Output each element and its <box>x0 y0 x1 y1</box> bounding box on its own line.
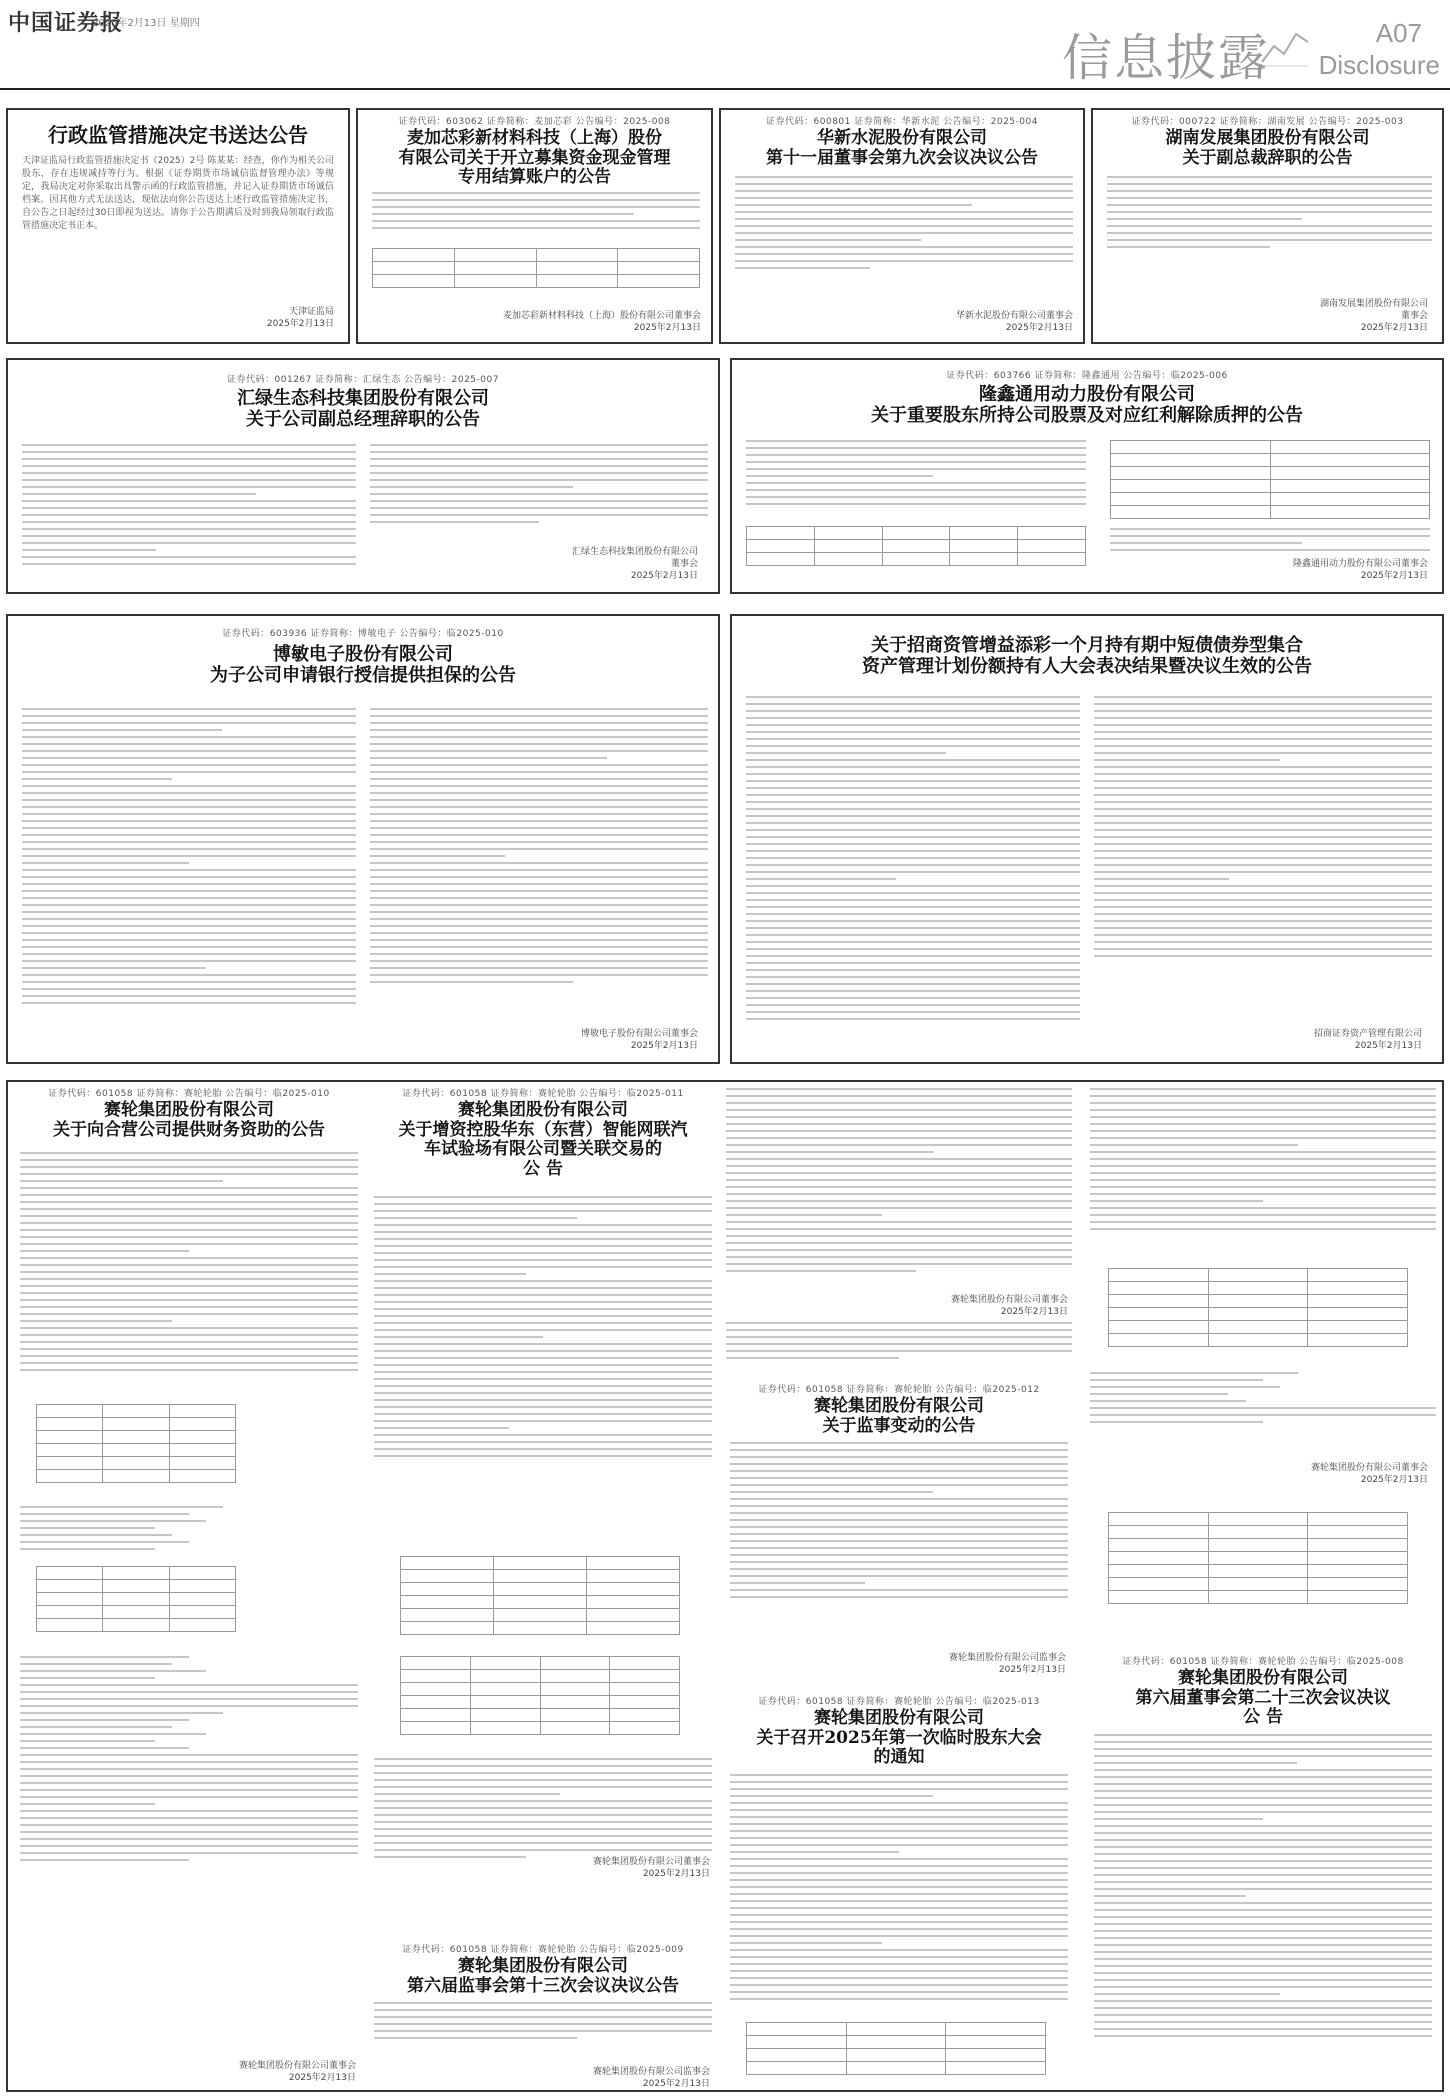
notice-title: 汇绿生态科技集团股份有限公司 关于公司副总经理辞职的公告 <box>237 388 489 430</box>
section-title: 信息披露 <box>1062 29 1270 87</box>
chart-line-icon <box>1260 28 1310 68</box>
continuation-column-3b <box>726 1322 1072 1364</box>
notice-sailun-capital-increase <box>370 1086 716 1886</box>
notice-body <box>730 1774 1068 2005</box>
stock-code-line: 证券代码：601058 证券简称：赛轮轮胎 公告编号：临2025-013 <box>758 1697 1040 1707</box>
stock-code-line: 证券代码：601058 证券简称：赛轮轮胎 公告编号：临2025-008 <box>1122 1657 1404 1667</box>
notice-body-column-2 <box>370 708 708 988</box>
notice-body <box>20 1152 358 1376</box>
notice-title: 隆鑫通用动力股份有限公司 关于重要股东所持公司股票及对应红利解除质押的公告 <box>871 384 1303 426</box>
notice-signature: 汇绿生态科技集团股份有限公司 董事会 2025年2月13日 <box>571 547 698 581</box>
notice-body-cont <box>20 1506 358 1555</box>
notice-sailun-supervisor-change <box>726 1382 1072 1682</box>
notice-sailun-supervisory-board <box>370 1942 716 2090</box>
notice-longxin <box>730 358 1444 594</box>
notice-sailun-financial-aid <box>16 1086 362 2086</box>
notice-signature: 博敏电子股份有限公司董事会 2025年2月13日 <box>580 1029 698 1051</box>
notice-title: 湖南发展集团股份有限公司 关于副总裁辞职的公告 <box>1165 128 1370 168</box>
notice-body <box>1094 1734 1432 2042</box>
notice-sailun-shareholders-meeting <box>726 1694 1072 2090</box>
stock-code-line: 证券代码：000722 证券简称：湖南发展 公告编号：2025-003 <box>1131 117 1404 127</box>
notice-signature: 赛轮集团股份有限公司董事会 2025年2月13日 <box>238 2061 356 2083</box>
notice-title: 赛轮集团股份有限公司 第六届董事会第二十三次会议决议 公 告 <box>1135 1668 1391 1728</box>
notice-title: 华新水泥股份有限公司 第十一届董事会第九次会议决议公告 <box>766 128 1038 168</box>
stock-code-line: 证券代码：603936 证券简称：博敏电子 公告编号：临2025-010 <box>222 629 504 639</box>
page-number: A07 <box>1375 18 1422 48</box>
continuation-column-3 <box>726 1088 1072 1277</box>
pledge-table-2 <box>1110 440 1430 519</box>
issue-date: 2025年2月13日 星期四 <box>92 18 200 29</box>
pledge-table-1 <box>746 526 1086 566</box>
finance-table-2 <box>36 1566 236 1632</box>
notice-sailun-board-resolution <box>1090 1654 1436 2090</box>
continuation-signature-2: 赛轮集团股份有限公司董事会 2025年2月13日 <box>1310 1463 1428 1485</box>
sailun-notices-block <box>6 1080 1444 2092</box>
account-table <box>372 248 700 288</box>
notice-body <box>1107 176 1432 253</box>
notice-signature: 赛轮集团股份有限公司监事会 2025年2月13日 <box>948 1653 1066 1675</box>
notice-body-cont-2 <box>20 1656 358 1866</box>
continuation-signature: 赛轮集团股份有限公司董事会 2025年2月13日 <box>950 1295 1068 1317</box>
notice-title: 赛轮集团股份有限公司 关于向合营公司提供财务资助的公告 <box>53 1100 325 1140</box>
notice-body <box>730 1442 1068 1603</box>
notice-title: 赛轮集团股份有限公司 关于召开2025年第一次临时股东大会 的通知 <box>756 1708 1042 1768</box>
continuation-table-2 <box>1108 1512 1408 1604</box>
notice-body <box>374 1196 712 1462</box>
notice-body: 天津证监局行政监管措施决定书（2025）2号 陈某某：经查，你作为相关公司股东，存在违规减持等行为。根据《证券期货市场诚信监督管理办法》等规定，我局决定对你采取出具警示函的行政监管措施，并记入证券期货市场诚信档案。因其他方式无法送达，现依法向你公告送达上述行政监管措施决定书，自公告之日起经过30日即视为送达。请你于公告期满后及时到我局领取行政监管措施决定书正本。 <box>22 156 334 231</box>
notice-body-column-2 <box>1110 528 1430 556</box>
notice-regulatory-measures <box>6 108 350 344</box>
notice-title: 博敏电子股份有限公司 为子公司申请银行授信提供担保的公告 <box>210 644 516 686</box>
notice-body-column-1 <box>746 696 1080 1025</box>
stock-code-line: 证券代码：601058 证券简称：赛轮轮胎 公告编号：临2025-009 <box>402 1945 684 1955</box>
finance-table-1 <box>36 1404 236 1483</box>
notice-signature: 隆鑫通用动力股份有限公司董事会 2025年2月13日 <box>1292 559 1428 581</box>
stock-code-line: 证券代码：603062 证券简称：麦加芯彩 公告编号：2025-008 <box>398 117 671 127</box>
continuation-column-4b <box>1090 1372 1436 1428</box>
notice-body-column-1 <box>22 444 356 570</box>
notice-signature: 华新水泥股份有限公司董事会 2025年2月13日 <box>955 311 1073 333</box>
notice-signature: 赛轮集团股份有限公司董事会 2025年2月13日 <box>592 1857 710 1879</box>
notice-bomin <box>6 614 720 1064</box>
stock-code-line: 证券代码：001267 证券简称：汇绿生态 公告编号：2025-007 <box>227 375 499 385</box>
notice-title: 赛轮集团股份有限公司 关于监事变动的公告 <box>814 1396 984 1436</box>
notice-signature: 招商证券资产管理有限公司 2025年2月13日 <box>1313 1029 1422 1051</box>
notice-signature: 赛轮集团股份有限公司监事会 2025年2月13日 <box>592 2067 710 2089</box>
notice-body-column-1 <box>746 440 1086 510</box>
notice-body-cont <box>374 1758 712 1863</box>
stock-code-line: 证券代码：601058 证券简称：赛轮轮胎 公告编号：临2025-010 <box>48 1089 330 1099</box>
notice-title: 行政监管措施决定书送达公告 <box>48 123 308 147</box>
notice-title: 赛轮集团股份有限公司 关于增资控股华东（东营）智能网联汽 车试验场有限公司暨关联交易的 公 告 <box>398 1100 688 1179</box>
notice-title: 赛轮集团股份有限公司 第六届监事会第十三次会议决议公告 <box>407 1956 679 1996</box>
header-rule <box>0 88 1450 90</box>
equity-table-1 <box>400 1556 680 1635</box>
notice-title: 关于招商资管增益添彩一个月持有期中短债债券型集合 资产管理计划份额持有人大会表决结果暨决议生效的公告 <box>862 635 1312 677</box>
notice-huilv <box>6 358 720 594</box>
stock-code-line: 证券代码：603766 证券简称：隆鑫通用 公告编号：临2025-006 <box>946 371 1228 381</box>
newspaper-logo: 中国证券报 <box>8 10 124 36</box>
stock-code-line: 证券代码：601058 证券简称：赛轮轮胎 公告编号：临2025-012 <box>758 1385 1040 1395</box>
notice-signature: 湖南发展集团股份有限公司 董事会 2025年2月13日 <box>1319 299 1428 333</box>
notice-hunan <box>1091 108 1444 344</box>
notice-body-column-1 <box>22 708 356 1009</box>
section-title-en: Disclosure <box>1318 50 1440 80</box>
stock-code-line: 证券代码：601058 证券简称：赛轮轮胎 公告编号：临2025-011 <box>402 1089 684 1099</box>
continuation-column-4 <box>1090 1088 1436 1235</box>
notice-body-column-2 <box>1094 696 1432 962</box>
notice-maijia <box>356 108 713 344</box>
notice-title: 麦加芯彩新材料科技（上海）股份 有限公司关于开立募集资金现金管理 专用结算账户的公告 <box>398 128 671 188</box>
continuation-table-1 <box>1108 1268 1408 1347</box>
notice-body <box>735 176 1073 274</box>
notice-huaxin <box>719 108 1085 344</box>
meeting-agenda-table <box>746 2022 1046 2075</box>
notice-cmsam <box>730 614 1444 1064</box>
notice-signature: 麦加芯彩新材料科技（上海）股份有限公司董事会 2025年2月13日 <box>502 311 701 333</box>
notice-body-column-2 <box>370 444 708 528</box>
notice-signature: 天津证监局 2025年2月13日 <box>266 307 334 329</box>
notice-body <box>372 192 700 234</box>
masthead <box>0 0 1450 100</box>
equity-table-2 <box>400 1656 680 1735</box>
stock-code-line: 证券代码：600801 证券简称：华新水泥 公告编号：2025-004 <box>766 117 1038 127</box>
notice-body <box>374 2002 712 2044</box>
